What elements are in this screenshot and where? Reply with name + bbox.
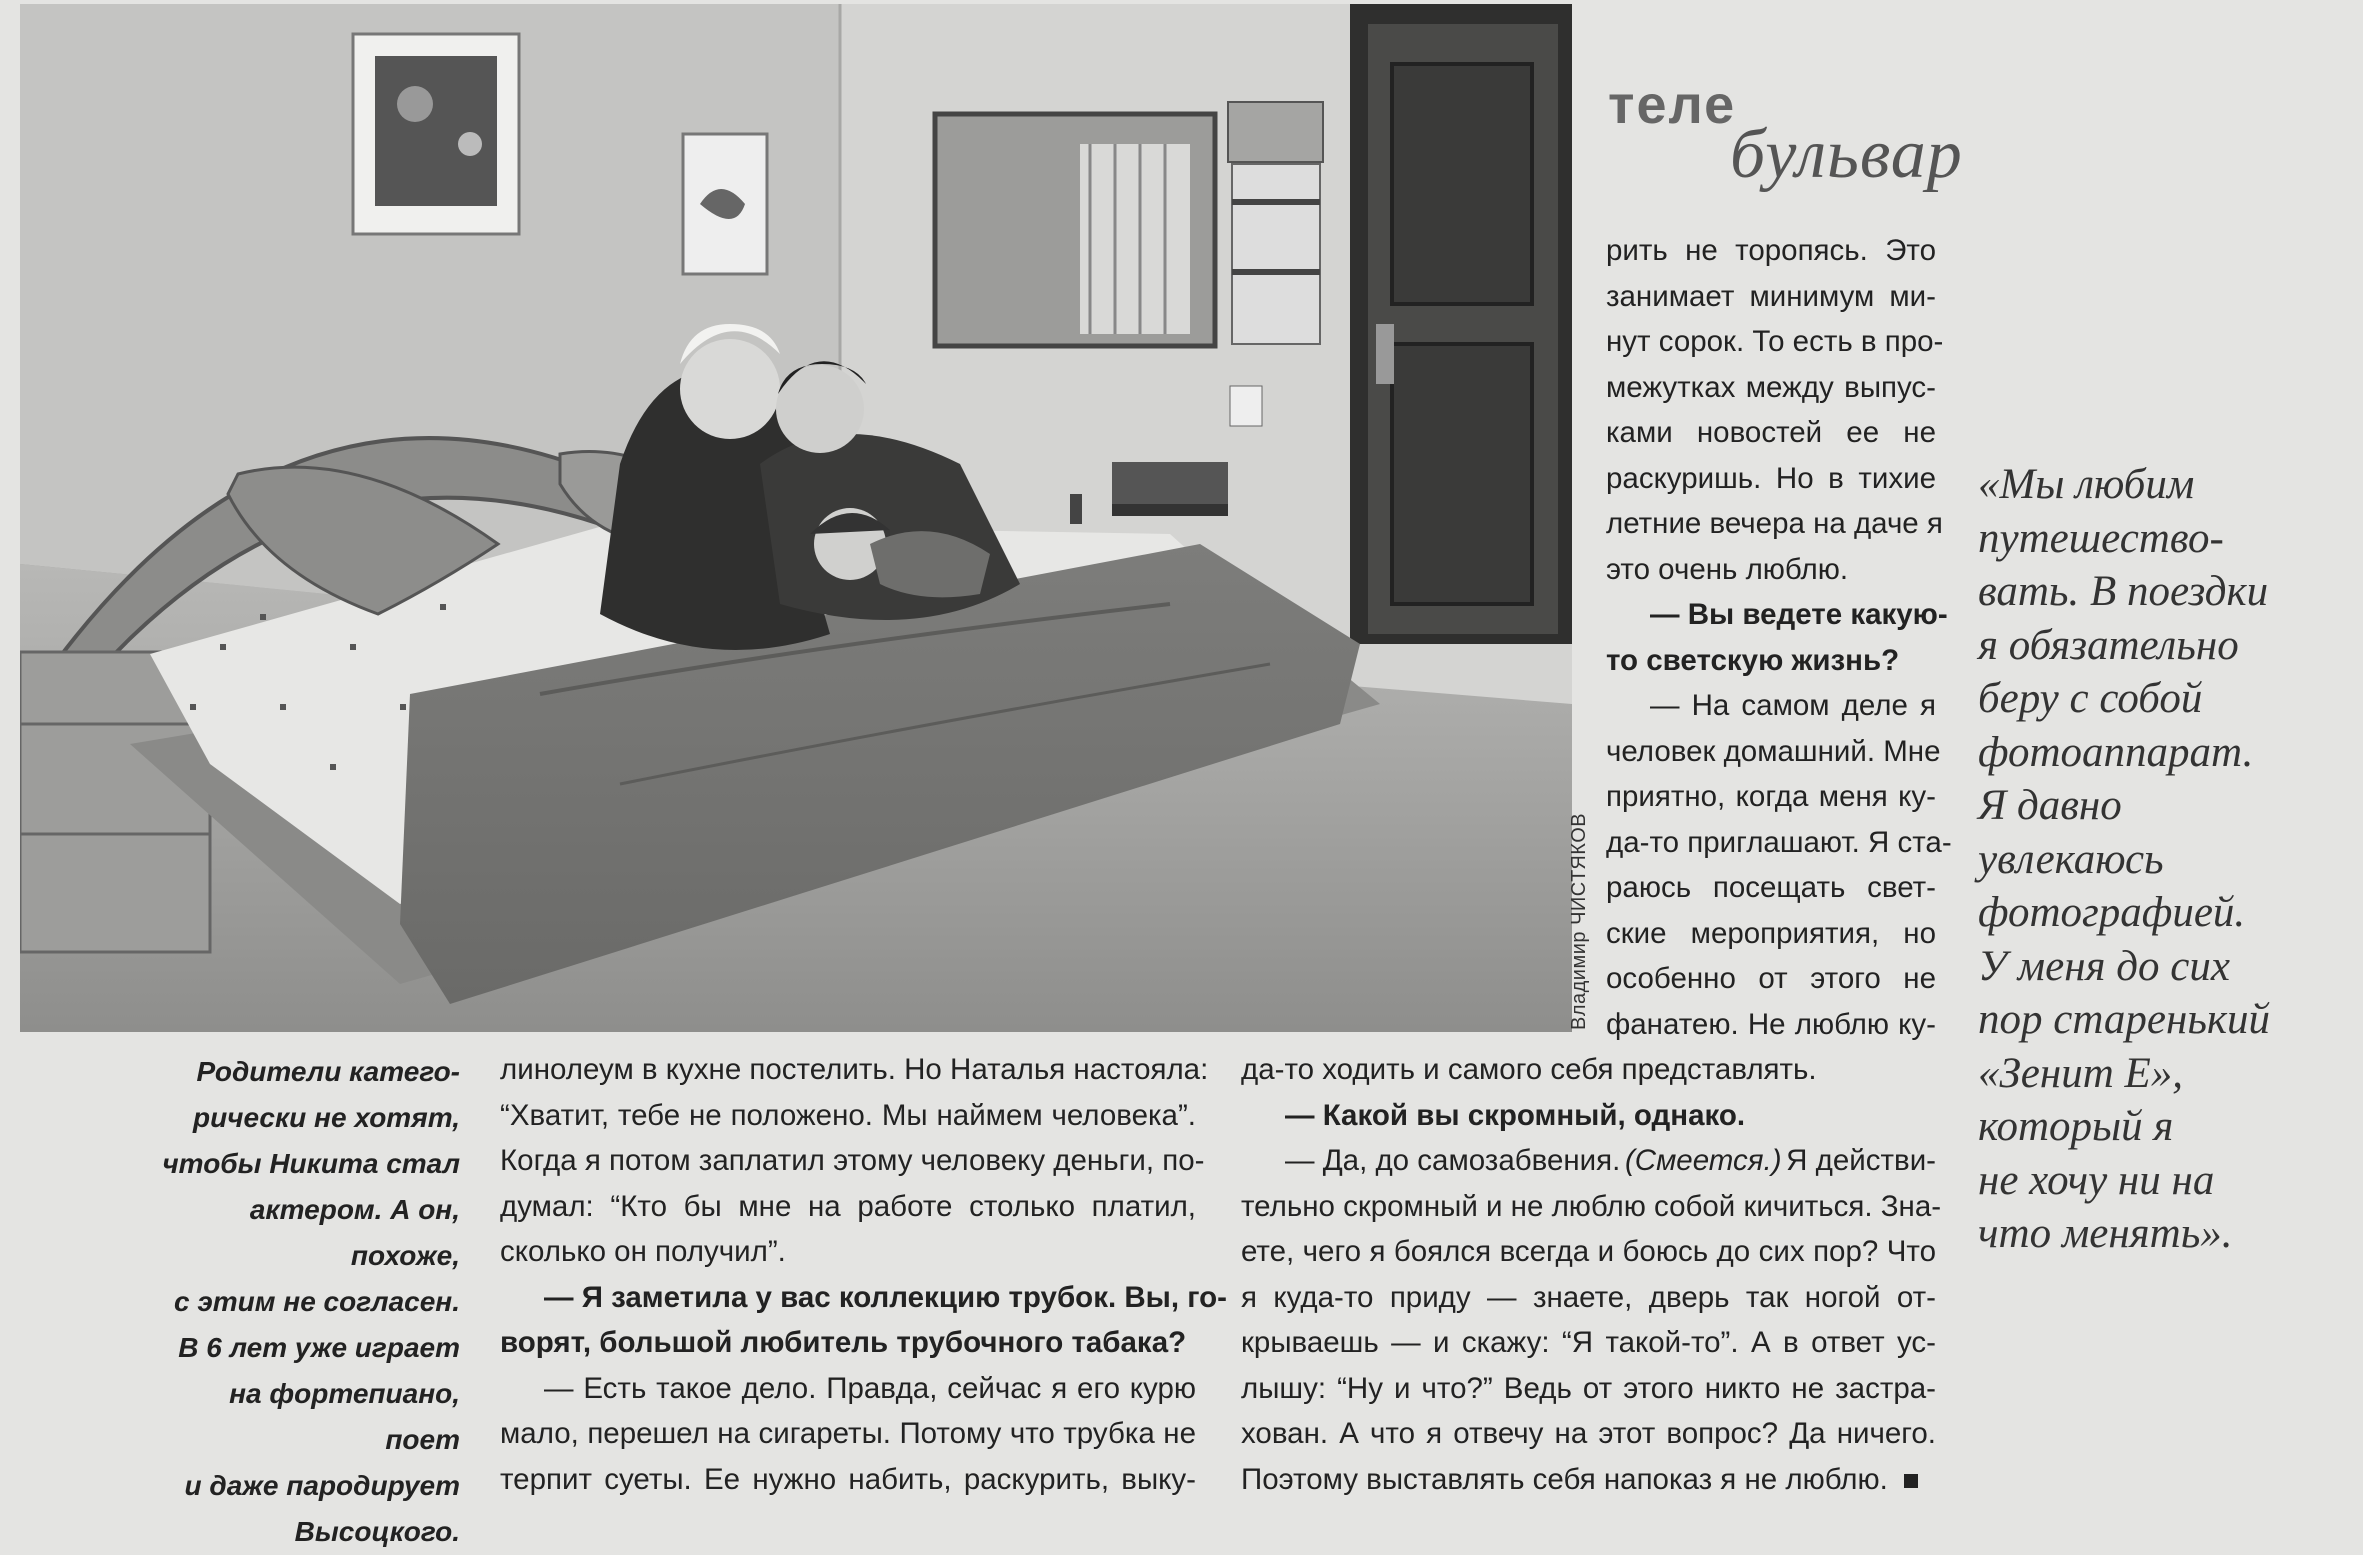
text-line: рить не торопясь. Это <box>1606 234 1936 267</box>
caption-line: Родители катего- <box>196 1056 460 1087</box>
photo-illustration <box>20 4 1572 1032</box>
quote-line: путешество- <box>1978 514 2224 562</box>
text-line: лышу: “Ну и что?” Ведь от этого никто не застра- <box>1241 1371 1936 1405</box>
section-logo-bulvar: бульвар <box>1730 116 1963 193</box>
text-line <box>1241 1457 1936 1503</box>
quote-line: что менять». <box>1978 1210 2233 1257</box>
interview-question: ворят, большой любитель трубочного табака? <box>500 1326 1187 1359</box>
photo-credit-first-name: Владимир <box>1568 930 1590 1030</box>
text-line: мало, перешел на сигареты. Потому что трубка не <box>500 1417 1196 1450</box>
answer-start: — Да, до самозабвения. <box>1285 1144 1621 1177</box>
text-line: я куда-то приду — знаете, дверь так ногой от- <box>1241 1280 1936 1314</box>
photo-credit-surname: ЧИСТЯКОВ <box>1568 812 1590 925</box>
text-line: думал: “Кто бы мне на работе столько платил, <box>500 1189 1196 1223</box>
caption-line: и даже пародирует <box>184 1470 460 1501</box>
caption-line: актером. А он, похоже, <box>249 1194 460 1271</box>
quote-line: я обязательно <box>1978 621 2239 669</box>
laughs-remark: (Смеется.) <box>1624 1144 1782 1177</box>
text-line: — Есть такое дело. Правда, сейчас я его курю <box>544 1371 1196 1405</box>
last-line-text: Поэтому выставлять себя напоказ я не люблю. <box>1241 1462 1888 1496</box>
text-line: хован. А что я отвечу на этот вопрос? Да ничего. <box>1241 1417 1936 1450</box>
interview-question: — Какой вы скромный, однако. <box>1285 1098 1746 1132</box>
text-line: особенно от этого не <box>1606 962 1936 995</box>
text-line: фанатею. Не люблю ку- <box>1606 1007 1936 1041</box>
text-line: — На самом деле я <box>1650 689 1936 722</box>
text-line: летние вечера на даче я <box>1606 507 1943 540</box>
text-line: ские мероприятия, но <box>1606 916 1936 950</box>
text-line: приятно, когда меня ку- <box>1606 780 1936 813</box>
interview-question: — Вы ведете какую- <box>1650 598 1948 631</box>
article-bottom-right-column <box>1241 1047 1942 1502</box>
text-line: занимает минимум ми- <box>1606 279 1936 313</box>
article-bottom-middle-column <box>500 1047 1227 1502</box>
quote-line: «Зенит Е», <box>1978 1049 2184 1097</box>
photo-credit <box>1568 813 1591 1030</box>
text-line: Когда я потом заплатил этому человеку деньги, по- <box>500 1144 1205 1177</box>
pull-quote <box>1978 458 2348 1261</box>
text-line: межутках между выпус- <box>1606 370 1936 404</box>
text-line: ете, чего я боялся всегда и боюсь до сих пор? Что <box>1241 1235 1936 1268</box>
caption-line: Высоцкого. <box>294 1516 460 1547</box>
text-line: это очень люблю. <box>1606 552 1849 586</box>
text-line: терпит суеты. Ее нужно набить, раскурить, выку- <box>500 1462 1196 1496</box>
bedroom-photo <box>20 4 1572 1032</box>
text-line: линолеум в кухне постелить. Но Наталья настояла: <box>500 1053 1209 1086</box>
caption-line: на фортепиано, поет <box>229 1378 460 1455</box>
quote-line: который я <box>1978 1103 2174 1150</box>
quote-line: Я давно <box>1978 782 2122 829</box>
quote-line: фотографией. <box>1978 889 2246 936</box>
text-line: раскуришь. Но в тихие <box>1606 461 1936 495</box>
quote-line: увлекаюсь <box>1978 835 2164 883</box>
text-line <box>1241 1138 1936 1184</box>
article-right-column <box>1606 228 1952 1047</box>
text-line: сколько он получил”. <box>500 1235 786 1268</box>
section-logo-tele: теле <box>1608 75 1737 135</box>
caption-line: с этим не согласен. <box>173 1286 460 1317</box>
answer-continue: Я действи- <box>1786 1144 1936 1177</box>
text-line: “Хватит, тебе не положено. Мы наймем человека”. <box>500 1098 1196 1132</box>
text-line: раюсь посещать свет- <box>1606 871 1936 904</box>
text-line: тельно скромный и не люблю собой кичиться. Зна- <box>1241 1189 1942 1223</box>
quote-line: вать. В поездки <box>1978 568 2269 615</box>
quote-line: пор старенький <box>1978 996 2271 1043</box>
quote-line: беру с собой <box>1978 675 2203 722</box>
text-line: человек домашний. Мне <box>1606 734 1941 768</box>
photo-caption <box>158 1049 460 1555</box>
interview-question: то светскую жизнь? <box>1606 643 1900 677</box>
caption-line: чтобы Никита стал <box>162 1148 460 1179</box>
interview-question: — Я заметила у вас коллекцию трубок. Вы, го- <box>544 1280 1227 1314</box>
caption-line: В 6 лет уже играет <box>178 1332 460 1363</box>
end-of-article-mark <box>1904 1474 1918 1488</box>
caption-line: рически не хотят, <box>192 1102 460 1133</box>
quote-line: фотоаппарат. <box>1978 728 2254 776</box>
quote-line: У меня до сих <box>1978 942 2230 990</box>
quote-line: не хочу ни на <box>1978 1156 2215 1204</box>
text-line: нут сорок. То есть в про- <box>1606 325 1944 358</box>
text-line: да-то приглашают. Я ста- <box>1606 825 1952 859</box>
text-line: ками новостей ее не <box>1606 416 1936 449</box>
text-line: да-то ходить и самого себя представлять. <box>1241 1053 1817 1086</box>
quote-line: «Мы любим <box>1978 461 2195 508</box>
text-line: крываешь — и скажу: “Я такой-то”. А в ответ ус- <box>1241 1326 1936 1359</box>
